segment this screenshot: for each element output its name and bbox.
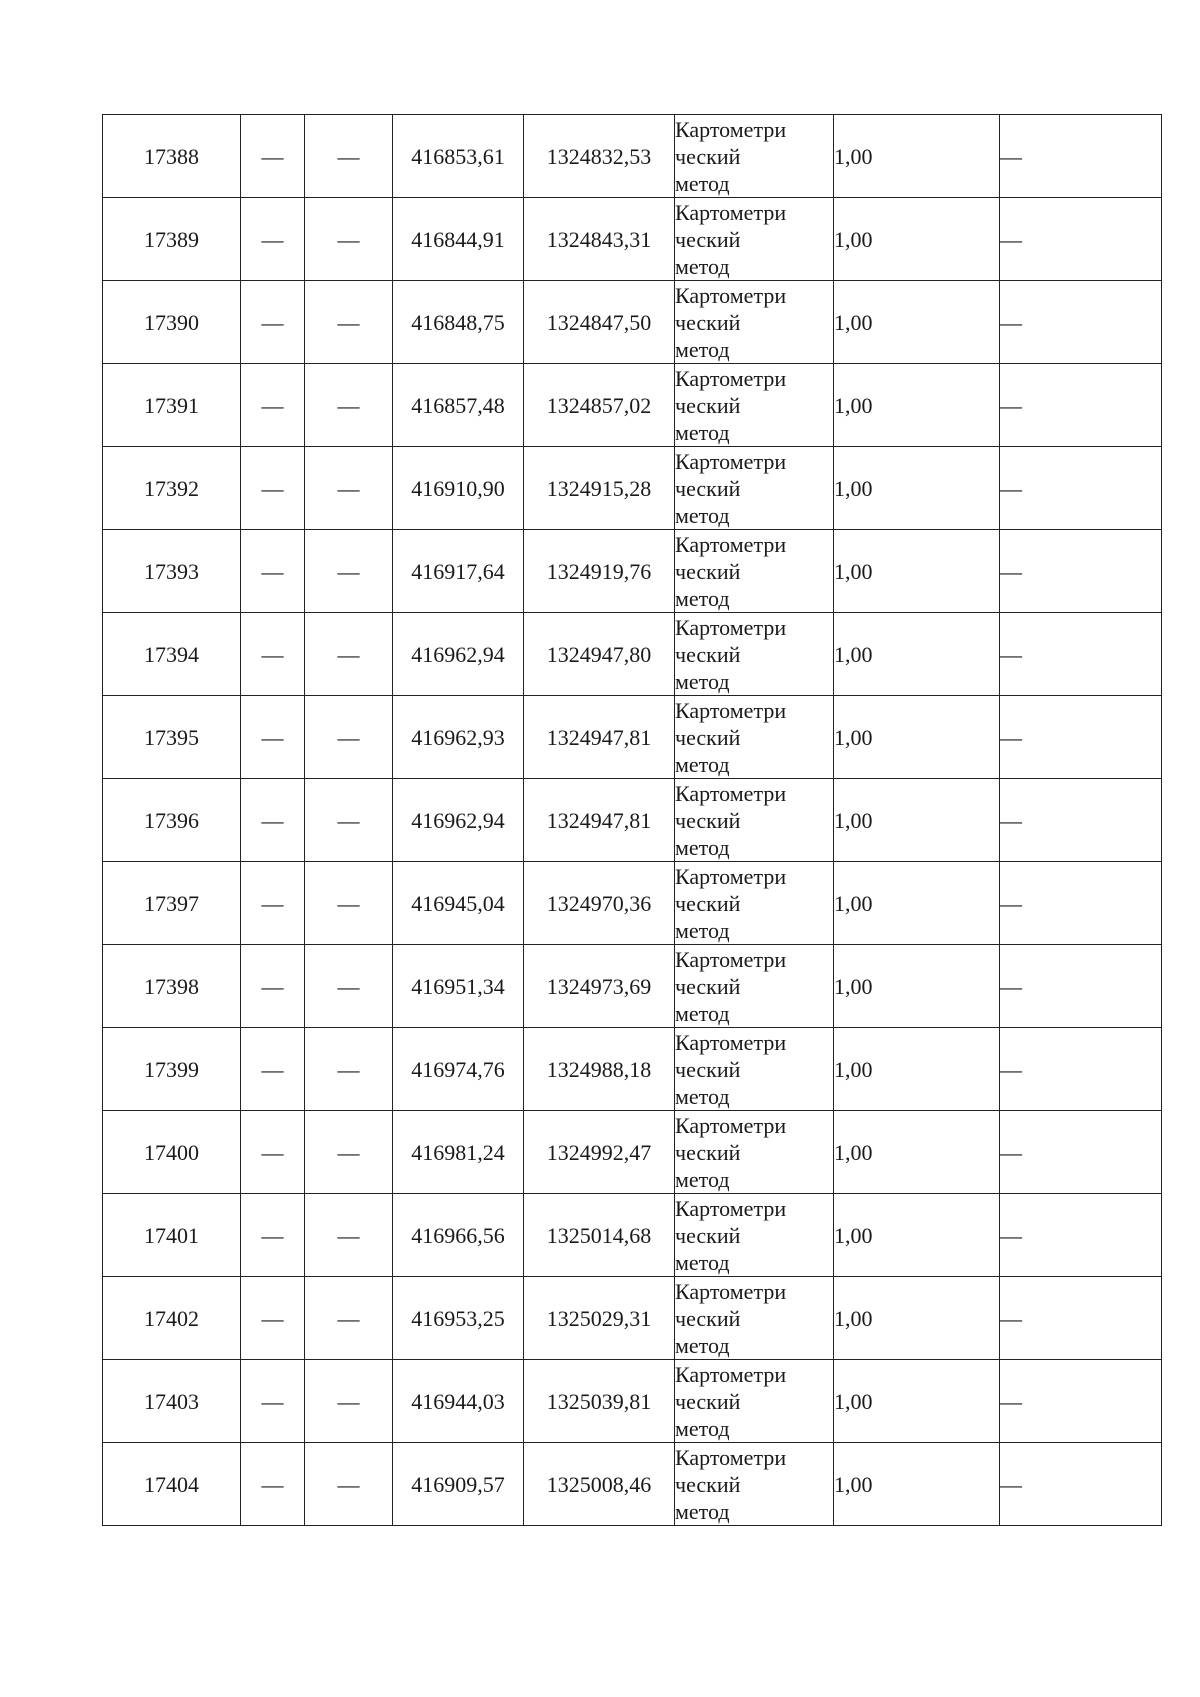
point-number-cell: 17390 bbox=[103, 281, 241, 364]
point-number-cell: 17404 bbox=[103, 1443, 241, 1526]
coordinates-table bbox=[102, 114, 1162, 1526]
point-number-cell: 17392 bbox=[103, 447, 241, 530]
method-text-line: ческий bbox=[675, 973, 741, 999]
point-number-cell: 17397 bbox=[103, 862, 241, 945]
method-text-line: ческий bbox=[675, 392, 741, 418]
x-coordinate-cell: 416844,91 bbox=[393, 198, 524, 281]
table-row bbox=[103, 613, 1162, 696]
table-row bbox=[103, 1111, 1162, 1194]
y-coordinate-cell: 1325014,68 bbox=[524, 1194, 675, 1277]
description-cell: — bbox=[1000, 696, 1162, 779]
x-coordinate-cell: 416917,64 bbox=[393, 530, 524, 613]
accuracy-cell: 1,00 bbox=[834, 1028, 1000, 1111]
method-cell bbox=[675, 945, 834, 1028]
method-text-line: метод bbox=[675, 253, 730, 279]
y-coordinate-cell: 1324988,18 bbox=[524, 1028, 675, 1111]
description-cell: — bbox=[1000, 1111, 1162, 1194]
description-cell: — bbox=[1000, 1443, 1162, 1526]
table-body bbox=[103, 115, 1162, 1526]
table-row bbox=[103, 281, 1162, 364]
x-coordinate-cell: 416974,76 bbox=[393, 1028, 524, 1111]
method-text-line: ческий bbox=[675, 1388, 741, 1414]
point-number-cell: 17394 bbox=[103, 613, 241, 696]
method-text-line: ческий bbox=[675, 558, 741, 584]
table-row bbox=[103, 945, 1162, 1028]
method-text-line: метод bbox=[675, 668, 730, 694]
empty-value-cell: — bbox=[305, 1360, 393, 1443]
accuracy-cell: 1,00 bbox=[834, 696, 1000, 779]
point-number-cell: 17400 bbox=[103, 1111, 241, 1194]
x-coordinate-cell: 416857,48 bbox=[393, 364, 524, 447]
empty-value-cell: — bbox=[241, 447, 305, 530]
method-text-line: метод bbox=[675, 917, 730, 943]
method-cell bbox=[675, 281, 834, 364]
table-row bbox=[103, 1028, 1162, 1111]
method-text-line: ческий bbox=[675, 890, 741, 916]
y-coordinate-cell: 1324947,80 bbox=[524, 613, 675, 696]
method-text-line: ческий bbox=[675, 1056, 741, 1082]
point-number-cell: 17398 bbox=[103, 945, 241, 1028]
y-coordinate-cell: 1324947,81 bbox=[524, 696, 675, 779]
empty-value-cell: — bbox=[241, 1277, 305, 1360]
empty-value-cell: — bbox=[241, 1443, 305, 1526]
method-cell bbox=[675, 1443, 834, 1526]
method-text-line: метод bbox=[675, 1415, 730, 1441]
table-row bbox=[103, 1277, 1162, 1360]
description-cell: — bbox=[1000, 779, 1162, 862]
empty-value-cell: — bbox=[305, 1111, 393, 1194]
table-row bbox=[103, 1360, 1162, 1443]
empty-value-cell: — bbox=[241, 862, 305, 945]
description-cell: — bbox=[1000, 198, 1162, 281]
method-text-line: метод bbox=[675, 1166, 730, 1192]
method-text-line: ческий bbox=[675, 309, 741, 335]
method-text-line: ческий bbox=[675, 475, 741, 501]
method-text-line: ческий bbox=[675, 226, 741, 252]
method-cell bbox=[675, 1360, 834, 1443]
table-row bbox=[103, 447, 1162, 530]
y-coordinate-cell: 1324915,28 bbox=[524, 447, 675, 530]
description-cell: — bbox=[1000, 1194, 1162, 1277]
method-cell bbox=[675, 364, 834, 447]
method-cell bbox=[675, 1194, 834, 1277]
table-row bbox=[103, 530, 1162, 613]
method-text-line: Картометри bbox=[675, 1029, 787, 1055]
x-coordinate-cell: 416966,56 bbox=[393, 1194, 524, 1277]
method-text-line: метод bbox=[675, 419, 730, 445]
y-coordinate-cell: 1324847,50 bbox=[524, 281, 675, 364]
empty-value-cell: — bbox=[241, 779, 305, 862]
y-coordinate-cell: 1325008,46 bbox=[524, 1443, 675, 1526]
x-coordinate-cell: 416951,34 bbox=[393, 945, 524, 1028]
description-cell: — bbox=[1000, 447, 1162, 530]
method-text-line: метод bbox=[675, 1249, 730, 1275]
method-text-line: ческий bbox=[675, 641, 741, 667]
method-text-line: Картометри bbox=[675, 365, 787, 391]
empty-value-cell: — bbox=[241, 1028, 305, 1111]
description-cell: — bbox=[1000, 1360, 1162, 1443]
y-coordinate-cell: 1324970,36 bbox=[524, 862, 675, 945]
empty-value-cell: — bbox=[305, 364, 393, 447]
x-coordinate-cell: 416848,75 bbox=[393, 281, 524, 364]
accuracy-cell: 1,00 bbox=[834, 1277, 1000, 1360]
accuracy-cell: 1,00 bbox=[834, 281, 1000, 364]
y-coordinate-cell: 1324992,47 bbox=[524, 1111, 675, 1194]
point-number-cell: 17388 bbox=[103, 115, 241, 198]
y-coordinate-cell: 1325039,81 bbox=[524, 1360, 675, 1443]
method-text-line: Картометри bbox=[675, 448, 787, 474]
method-text-line: ческий bbox=[675, 724, 741, 750]
description-cell: — bbox=[1000, 530, 1162, 613]
x-coordinate-cell: 416944,03 bbox=[393, 1360, 524, 1443]
accuracy-cell: 1,00 bbox=[834, 447, 1000, 530]
accuracy-cell: 1,00 bbox=[834, 1111, 1000, 1194]
x-coordinate-cell: 416945,04 bbox=[393, 862, 524, 945]
accuracy-cell: 1,00 bbox=[834, 779, 1000, 862]
point-number-cell: 17393 bbox=[103, 530, 241, 613]
method-text-line: Картометри bbox=[675, 116, 787, 142]
empty-value-cell: — bbox=[305, 198, 393, 281]
method-text-line: Картометри bbox=[675, 1361, 787, 1387]
empty-value-cell: — bbox=[241, 530, 305, 613]
description-cell: — bbox=[1000, 1028, 1162, 1111]
point-number-cell: 17396 bbox=[103, 779, 241, 862]
method-text-line: Картометри bbox=[675, 614, 787, 640]
method-text-line: метод bbox=[675, 1332, 730, 1358]
empty-value-cell: — bbox=[241, 364, 305, 447]
method-text-line: Картометри bbox=[675, 1444, 787, 1470]
point-number-cell: 17389 bbox=[103, 198, 241, 281]
method-text-line: Картометри bbox=[675, 1112, 787, 1138]
method-text-line: Картометри bbox=[675, 946, 787, 972]
point-number-cell: 17395 bbox=[103, 696, 241, 779]
y-coordinate-cell: 1324973,69 bbox=[524, 945, 675, 1028]
y-coordinate-cell: 1324857,02 bbox=[524, 364, 675, 447]
description-cell: — bbox=[1000, 115, 1162, 198]
point-number-cell: 17403 bbox=[103, 1360, 241, 1443]
empty-value-cell: — bbox=[241, 1360, 305, 1443]
method-cell bbox=[675, 696, 834, 779]
method-text-line: метод bbox=[675, 336, 730, 362]
description-cell: — bbox=[1000, 862, 1162, 945]
x-coordinate-cell: 416981,24 bbox=[393, 1111, 524, 1194]
method-text-line: Картометри bbox=[675, 531, 787, 557]
table-row bbox=[103, 364, 1162, 447]
description-cell: — bbox=[1000, 281, 1162, 364]
table-row bbox=[103, 115, 1162, 198]
x-coordinate-cell: 416962,94 bbox=[393, 779, 524, 862]
method-text-line: ческий bbox=[675, 1305, 741, 1331]
empty-value-cell: — bbox=[241, 115, 305, 198]
method-cell bbox=[675, 115, 834, 198]
method-text-line: ческий bbox=[675, 1139, 741, 1165]
empty-value-cell: — bbox=[305, 1443, 393, 1526]
accuracy-cell: 1,00 bbox=[834, 945, 1000, 1028]
accuracy-cell: 1,00 bbox=[834, 198, 1000, 281]
method-text-line: Картометри bbox=[675, 780, 787, 806]
method-cell bbox=[675, 530, 834, 613]
x-coordinate-cell: 416962,93 bbox=[393, 696, 524, 779]
method-cell bbox=[675, 1028, 834, 1111]
empty-value-cell: — bbox=[241, 696, 305, 779]
empty-value-cell: — bbox=[241, 945, 305, 1028]
empty-value-cell: — bbox=[305, 1028, 393, 1111]
method-text-line: ческий bbox=[675, 1222, 741, 1248]
method-text-line: метод bbox=[675, 502, 730, 528]
empty-value-cell: — bbox=[305, 447, 393, 530]
y-coordinate-cell: 1325029,31 bbox=[524, 1277, 675, 1360]
empty-value-cell: — bbox=[241, 613, 305, 696]
point-number-cell: 17391 bbox=[103, 364, 241, 447]
x-coordinate-cell: 416962,94 bbox=[393, 613, 524, 696]
method-text-line: метод bbox=[675, 1498, 730, 1524]
method-text-line: ческий bbox=[675, 143, 741, 169]
method-text-line: метод bbox=[675, 751, 730, 777]
method-text-line: ческий bbox=[675, 807, 741, 833]
empty-value-cell: — bbox=[241, 281, 305, 364]
accuracy-cell: 1,00 bbox=[834, 115, 1000, 198]
x-coordinate-cell: 416910,90 bbox=[393, 447, 524, 530]
method-text-line: Картометри bbox=[675, 697, 787, 723]
x-coordinate-cell: 416853,61 bbox=[393, 115, 524, 198]
empty-value-cell: — bbox=[305, 115, 393, 198]
method-cell bbox=[675, 779, 834, 862]
empty-value-cell: — bbox=[305, 530, 393, 613]
empty-value-cell: — bbox=[305, 1277, 393, 1360]
method-cell bbox=[675, 198, 834, 281]
method-cell bbox=[675, 862, 834, 945]
method-cell bbox=[675, 447, 834, 530]
empty-value-cell: — bbox=[305, 696, 393, 779]
method-text-line: Картометри bbox=[675, 1278, 787, 1304]
method-text-line: Картометри bbox=[675, 199, 787, 225]
description-cell: — bbox=[1000, 613, 1162, 696]
empty-value-cell: — bbox=[305, 613, 393, 696]
method-text-line: Картометри bbox=[675, 863, 787, 889]
table-row bbox=[103, 779, 1162, 862]
table-row bbox=[103, 198, 1162, 281]
empty-value-cell: — bbox=[241, 1194, 305, 1277]
accuracy-cell: 1,00 bbox=[834, 1443, 1000, 1526]
method-text-line: Картометри bbox=[675, 1195, 787, 1221]
y-coordinate-cell: 1324843,31 bbox=[524, 198, 675, 281]
method-cell bbox=[675, 1277, 834, 1360]
accuracy-cell: 1,00 bbox=[834, 613, 1000, 696]
x-coordinate-cell: 416909,57 bbox=[393, 1443, 524, 1526]
accuracy-cell: 1,00 bbox=[834, 862, 1000, 945]
method-cell bbox=[675, 613, 834, 696]
method-text-line: метод bbox=[675, 1000, 730, 1026]
table-row bbox=[103, 1194, 1162, 1277]
description-cell: — bbox=[1000, 364, 1162, 447]
method-text-line: ческий bbox=[675, 1471, 741, 1497]
accuracy-cell: 1,00 bbox=[834, 364, 1000, 447]
method-text-line: метод bbox=[675, 170, 730, 196]
method-text-line: метод bbox=[675, 834, 730, 860]
accuracy-cell: 1,00 bbox=[834, 1360, 1000, 1443]
y-coordinate-cell: 1324919,76 bbox=[524, 530, 675, 613]
point-number-cell: 17399 bbox=[103, 1028, 241, 1111]
method-text-line: метод bbox=[675, 585, 730, 611]
point-number-cell: 17402 bbox=[103, 1277, 241, 1360]
description-cell: — bbox=[1000, 1277, 1162, 1360]
accuracy-cell: 1,00 bbox=[834, 1194, 1000, 1277]
method-text-line: Картометри bbox=[675, 282, 787, 308]
table-row bbox=[103, 862, 1162, 945]
method-cell bbox=[675, 1111, 834, 1194]
empty-value-cell: — bbox=[305, 281, 393, 364]
empty-value-cell: — bbox=[305, 862, 393, 945]
description-cell: — bbox=[1000, 945, 1162, 1028]
y-coordinate-cell: 1324832,53 bbox=[524, 115, 675, 198]
empty-value-cell: — bbox=[241, 198, 305, 281]
accuracy-cell: 1,00 bbox=[834, 530, 1000, 613]
method-text-line: метод bbox=[675, 1083, 730, 1109]
empty-value-cell: — bbox=[241, 1111, 305, 1194]
empty-value-cell: — bbox=[305, 945, 393, 1028]
y-coordinate-cell: 1324947,81 bbox=[524, 779, 675, 862]
point-number-cell: 17401 bbox=[103, 1194, 241, 1277]
table-row bbox=[103, 1443, 1162, 1526]
x-coordinate-cell: 416953,25 bbox=[393, 1277, 524, 1360]
empty-value-cell: — bbox=[305, 779, 393, 862]
table-row bbox=[103, 696, 1162, 779]
empty-value-cell: — bbox=[305, 1194, 393, 1277]
